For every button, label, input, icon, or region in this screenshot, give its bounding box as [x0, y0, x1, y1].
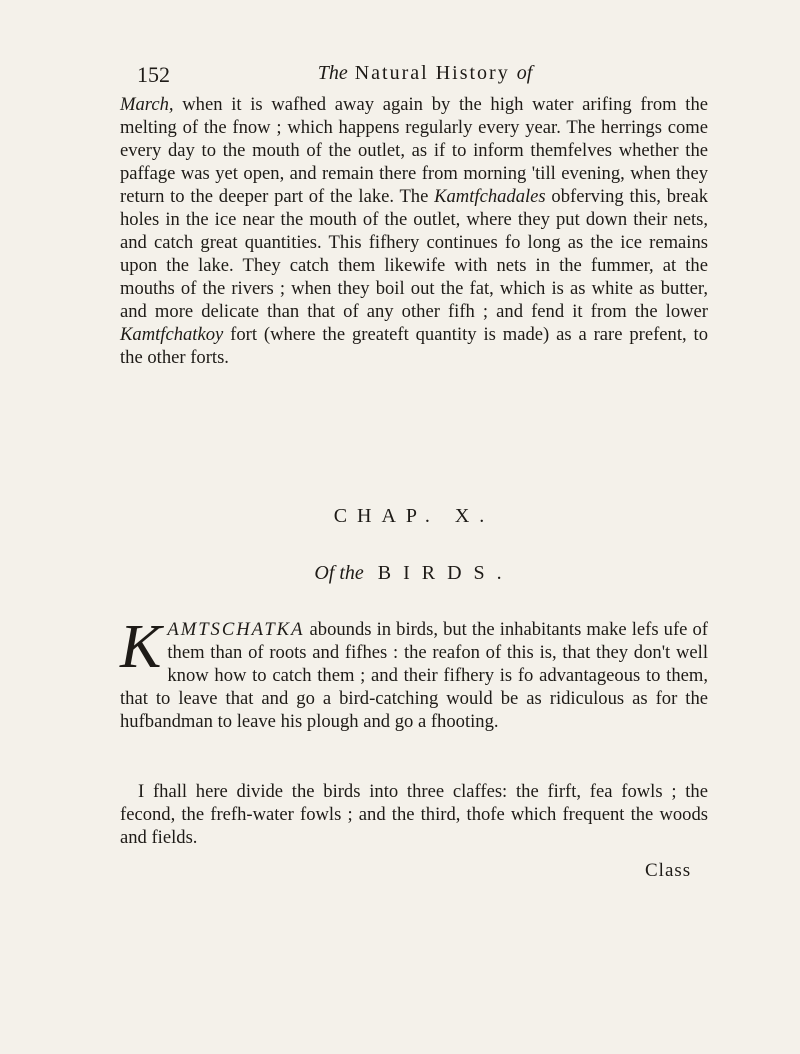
- running-title: [137, 62, 713, 85]
- running-title-main: Natural History: [354, 62, 510, 84]
- drop-cap: K: [120, 613, 162, 681]
- paragraph2-lead: AMTSCHATKA: [167, 619, 305, 640]
- running-title-prefix: The: [317, 62, 348, 84]
- paragraph-birds-intro: [120, 613, 708, 733]
- paragraph3-text: I fhall here divide the birds into three claffes: the firft, fea fowls ; the fecond, the frefh-water fowls ; and the third, thofe which frequent the woods and fields.: [120, 781, 708, 848]
- catchword: Class: [645, 860, 692, 881]
- chapter-heading: CHAP. X.: [333, 505, 495, 527]
- paragraph1-italic-kamtfchatkoy: Kamtfchatkoy: [120, 324, 224, 345]
- running-head: [137, 60, 713, 90]
- paragraph1-lead: March,: [120, 94, 174, 115]
- section-heading-prefix: Of the: [314, 562, 364, 584]
- page-number: 152: [137, 62, 170, 87]
- running-title-suffix: of: [516, 62, 533, 84]
- section-heading-main: BIRDS.: [377, 562, 514, 584]
- paragraph-bird-classes: [120, 780, 708, 849]
- paragraph2-text: abounds in birds, but the inhabitants make lefs ufe of them than of roots and fifhes : the reafon of this is, that they don't well know how to catch them ; and their fifhery is fo advantageous to them, that to leave that and go a bird-catching would be as ridiculous as for the hufbandman to leave his plough and go a fhooting.: [120, 619, 708, 732]
- paragraph1-text3: fort (where the greateft quantity is made) as a rare prefent, to the other forts.: [120, 324, 708, 368]
- paragraph1-italic-kamtfchadales: Kamtfchadales: [434, 186, 546, 207]
- paragraph1-text: when it is wafhed away again by the high water arifing from the melting of the fnow ; which happens regularly every year. The herrings come every day to the mouth of the outlet, as if to inform themfelves whether the paffage was yet open, and remain there from morning 'till evening, when they return to the deeper part of the lake. The: [120, 94, 708, 207]
- section-heading: [120, 562, 708, 585]
- paragraph-herrings: [120, 93, 708, 369]
- paragraph1-text2: obferving this, break holes in the ice near the mouth of the outlet, where they put down their nets, and catch great quantities. This fifhery continues fo long as the ice remains upon the lake. They catch them likewife with nets in the fummer, at the mouths of the rivers ; when they boil out the fat, which is as white as butter, and more delicate than that of any other fifh ; and fend it from the lower: [120, 186, 708, 322]
